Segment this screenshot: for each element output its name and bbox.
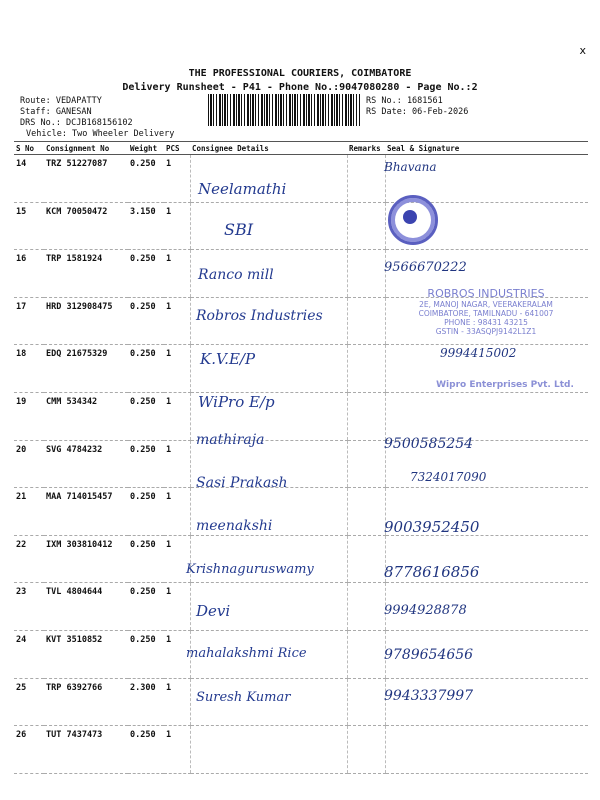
rs-number: RS No.: 1681561 bbox=[366, 96, 443, 106]
row-weight: 2.300 bbox=[128, 678, 164, 726]
row-pcs: 1 bbox=[164, 392, 190, 440]
row-sno: 23 bbox=[14, 583, 44, 631]
row-consignment: TRP 1581924 bbox=[44, 250, 128, 298]
signature-phone: 7324017090 bbox=[410, 470, 487, 484]
row-weight: 0.250 bbox=[128, 392, 164, 440]
rs-date: RS Date: 06-Feb-2026 bbox=[366, 107, 469, 117]
handwritten-name: SBI bbox=[224, 220, 254, 239]
handwritten-name: mathiraja bbox=[196, 432, 265, 448]
col-weight: Weight bbox=[128, 142, 164, 155]
signature-phone: 9943337997 bbox=[384, 688, 474, 704]
table-row bbox=[14, 726, 588, 774]
row-sno: 16 bbox=[14, 250, 44, 298]
row-consignee bbox=[190, 726, 347, 774]
col-remarks: Remarks bbox=[347, 142, 385, 155]
row-weight: 0.250 bbox=[128, 583, 164, 631]
table-row bbox=[14, 583, 588, 631]
wipro-stamp: Wipro Enterprises Pvt. Ltd. bbox=[436, 380, 574, 390]
row-sno: 26 bbox=[14, 726, 44, 774]
runsheet-title: Delivery Runsheet - P41 - Phone No.:9047080280 - Page No.:2 bbox=[122, 82, 478, 93]
row-remarks bbox=[347, 583, 385, 631]
row-remarks bbox=[347, 726, 385, 774]
col-consignment: Consignment No bbox=[44, 142, 128, 155]
row-sno: 14 bbox=[14, 155, 44, 203]
handwritten-name: WiPro E/p bbox=[198, 393, 275, 411]
row-remarks bbox=[347, 345, 385, 393]
robros-stamp-line: COIMBATORE, TAMILNADU - 641007 bbox=[418, 309, 554, 318]
company-title: THE PROFESSIONAL COURIERS, COIMBATORE bbox=[188, 68, 412, 79]
row-sno: 22 bbox=[14, 535, 44, 583]
row-consignment: TRP 6392766 bbox=[44, 678, 128, 726]
row-consignment: EDQ 21675329 bbox=[44, 345, 128, 393]
row-remarks bbox=[347, 678, 385, 726]
runsheet-table bbox=[14, 141, 588, 774]
row-weight: 0.250 bbox=[128, 345, 164, 393]
row-consignment: SVG 4784232 bbox=[44, 440, 128, 488]
row-consignment: KCM 70050472 bbox=[44, 202, 128, 250]
row-sno: 25 bbox=[14, 678, 44, 726]
row-weight: 0.250 bbox=[128, 155, 164, 203]
handwritten-name: K.V.E/P bbox=[200, 350, 256, 368]
row-weight: 0.250 bbox=[128, 297, 164, 345]
row-weight: 0.250 bbox=[128, 726, 164, 774]
signature-phone: 9994415002 bbox=[440, 346, 517, 360]
row-pcs: 1 bbox=[164, 630, 190, 678]
col-sno: S No bbox=[14, 142, 44, 155]
row-pcs: 1 bbox=[164, 440, 190, 488]
robros-stamp-line: GSTIN - 33ASQPJ9142L1Z1 bbox=[435, 327, 537, 336]
vehicle-label: Vehicle: Two Wheeler Delivery bbox=[26, 129, 175, 139]
handwritten-name: Robros Industries bbox=[196, 308, 323, 324]
robros-stamp-line: 2E, MANOJ NAGAR, VEERAKERALAM bbox=[419, 300, 553, 309]
row-consignment: CMM 534342 bbox=[44, 392, 128, 440]
col-pcs: PCS bbox=[164, 142, 190, 155]
barcode bbox=[208, 94, 360, 126]
row-weight: 0.250 bbox=[128, 250, 164, 298]
row-weight: 0.250 bbox=[128, 440, 164, 488]
signature-phone: 9789654656 bbox=[384, 647, 474, 663]
row-remarks bbox=[347, 488, 385, 536]
row-consignment: IXM 303810412 bbox=[44, 535, 128, 583]
row-remarks bbox=[347, 202, 385, 250]
row-remarks bbox=[347, 392, 385, 440]
row-consignment: HRD 312908475 bbox=[44, 297, 128, 345]
handwritten-name: Ranco mill bbox=[198, 267, 274, 283]
row-remarks bbox=[347, 155, 385, 203]
row-pcs: 1 bbox=[164, 726, 190, 774]
row-remarks bbox=[347, 440, 385, 488]
signature-phone: 9003952450 bbox=[384, 518, 480, 536]
row-remarks bbox=[347, 535, 385, 583]
row-pcs: 1 bbox=[164, 488, 190, 536]
row-weight: 0.250 bbox=[128, 630, 164, 678]
route-label: Route: VEDAPATTY bbox=[20, 96, 102, 106]
row-pcs: 1 bbox=[164, 535, 190, 583]
robros-stamp-line: PHONE : 98431 43215 bbox=[444, 318, 528, 327]
row-sno: 24 bbox=[14, 630, 44, 678]
row-sno: 19 bbox=[14, 392, 44, 440]
row-weight: 3.150 bbox=[128, 202, 164, 250]
handwritten-name: Devi bbox=[196, 602, 231, 620]
row-consignment: MAA 714015457 bbox=[44, 488, 128, 536]
row-sno: 21 bbox=[14, 488, 44, 536]
signature-phone: 9500585254 bbox=[384, 436, 474, 452]
row-consignment: TUT 7437473 bbox=[44, 726, 128, 774]
table-row bbox=[14, 155, 588, 203]
row-sno: 15 bbox=[14, 202, 44, 250]
row-weight: 0.250 bbox=[128, 535, 164, 583]
row-consignment: TRZ 51227087 bbox=[44, 155, 128, 203]
row-remarks bbox=[347, 297, 385, 345]
col-seal: Seal & Signature bbox=[385, 142, 588, 155]
robros-stamp-line: ROBROS INDUSTRIES bbox=[427, 287, 545, 300]
round-seal bbox=[388, 195, 438, 245]
row-remarks bbox=[347, 630, 385, 678]
signature-phone: 9566670222 bbox=[384, 260, 467, 275]
col-consignee: Consignee Details bbox=[190, 142, 347, 155]
signature-phone: 9994928878 bbox=[384, 603, 467, 618]
table-row bbox=[14, 678, 588, 726]
handwritten-name: Sasi Prakash bbox=[196, 475, 288, 491]
table-row bbox=[14, 440, 588, 488]
page-corner-mark: x bbox=[579, 44, 586, 57]
signature: Bhavana bbox=[384, 160, 437, 174]
row-weight: 0.250 bbox=[128, 488, 164, 536]
row-consignment: KVT 3510852 bbox=[44, 630, 128, 678]
handwritten-name: Neelamathi bbox=[198, 180, 287, 198]
row-remarks bbox=[347, 250, 385, 298]
row-pcs: 1 bbox=[164, 678, 190, 726]
row-sno: 17 bbox=[14, 297, 44, 345]
row-pcs: 1 bbox=[164, 583, 190, 631]
row-seal bbox=[385, 726, 588, 774]
handwritten-name: meenakshi bbox=[196, 518, 273, 534]
table-header bbox=[14, 142, 588, 155]
row-consignee bbox=[190, 202, 347, 250]
row-pcs: 1 bbox=[164, 202, 190, 250]
table-row bbox=[14, 202, 588, 250]
table-row bbox=[14, 488, 588, 536]
signature-phone: 8778616856 bbox=[384, 563, 480, 581]
row-consignment: TVL 4804644 bbox=[44, 583, 128, 631]
drs-label: DRS No.: DCJB168156102 bbox=[20, 118, 133, 128]
staff-label: Staff: GANESAN bbox=[20, 107, 92, 117]
robros-stamp bbox=[393, 287, 579, 336]
row-pcs: 1 bbox=[164, 250, 190, 298]
handwritten-name: mahalakshmi Rice bbox=[186, 646, 307, 661]
row-pcs: 1 bbox=[164, 345, 190, 393]
handwritten-name: Krishnaguruswamy bbox=[186, 562, 314, 577]
row-pcs: 1 bbox=[164, 297, 190, 345]
row-pcs: 1 bbox=[164, 155, 190, 203]
row-sno: 18 bbox=[14, 345, 44, 393]
handwritten-name: Suresh Kumar bbox=[196, 690, 291, 705]
row-sno: 20 bbox=[14, 440, 44, 488]
